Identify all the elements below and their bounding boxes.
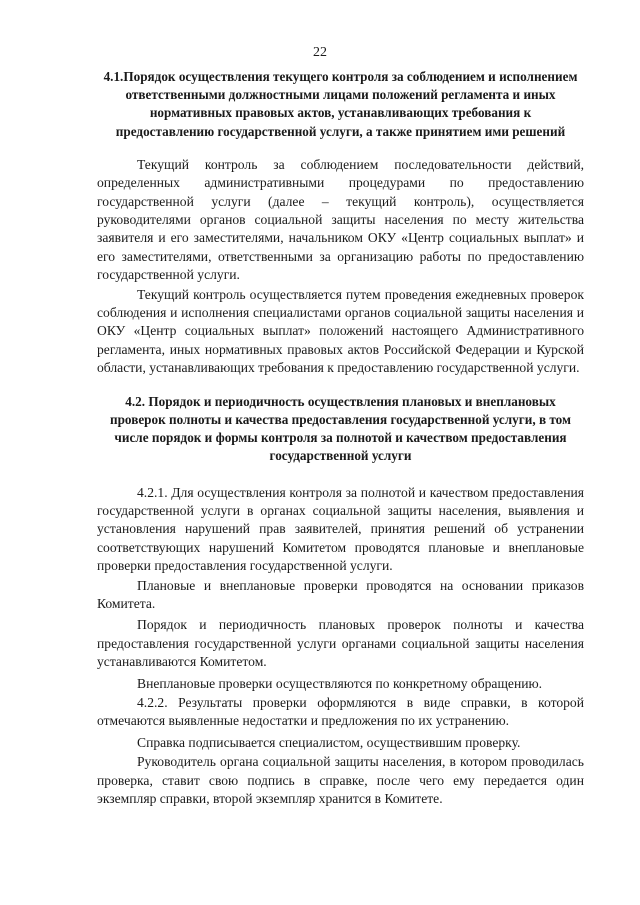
paragraph-report-copies: Руководитель органа социальной защиты населения, в котором проводилась проверка, ставит свою подпись в справке, после чего ему передается один экземпляр справки, второй экземпляр хранится в Комитете. [97, 754, 584, 806]
document-body [97, 68, 584, 808]
paragraph-current-control-method: Текущий контроль осуществляется путем проведения ежедневных проверок соблюдения и исполнения специалистами органов социальной защиты населения и ОКУ «Центр социальных выплат» положений настоящего Административного регламента, иных нормативных правовых актов Российской Федерации и Курской области, устанавливающих требования к предоставлению государственной услуги. [97, 286, 584, 376]
section-heading-4-1: 4.1.Порядок осуществления текущего контроля за соблюдением и исполнением ответственными должностными лицами положений регламента и иных нормативных правовых актов, устанавливающих требования к предоставлению государственной услуги, а также принятием ими решений [103, 69, 578, 139]
paragraph-current-control-definition: Текущий контроль за соблюдением последовательности действий, определенных административными процедурами по предоставлению государственной услуги (далее – текущий контроль), осуществляется руководителями органов социальной защиты населения по месту жительства заявителя и его заместителями, начальником ОКУ «Центр социальных выплат» и его заместителями, ответственными за организацию работы по предоставлению государственной услуги. [97, 156, 584, 283]
page-number: 22 [313, 45, 327, 60]
paragraph-4-2-1: 4.2.1. Для осуществления контроля за полнотой и качеством предоставления государственной услуги в органах социальной защиты населения, выявления и установления нарушений прав заявителей, принятия решений об устранении соответствующих нарушений Комитетом проводятся плановые и внеплановые проверки предоставления государственной услуги. [97, 484, 584, 574]
paragraph-4-2-2: 4.2.2. Результаты проверки оформляются в виде справки, в которой отмечаются выявленные недостатки и предложения по их устранению. [97, 694, 584, 729]
paragraph-report-signed: Справка подписывается специалистом, осуществившим проверку. [137, 734, 521, 750]
section-heading-4-2: 4.2. Порядок и периодичность осуществления плановых и внеплановых проверок полноты и качества предоставления государственной услуги, в том числе порядок и формы контроля за полнотой и качеством предоставления государственной услуги [110, 393, 571, 464]
paragraph-inspections-basis: Плановые и внеплановые проверки проводятся на основании приказов Комитета. [97, 577, 584, 611]
paragraph-planned-inspections-order: Порядок и периодичность плановых проверок полноты и качества предоставления государственной услуги органами социальной защиты населения устанавливаются Комитетом. [97, 617, 584, 670]
paragraph-unscheduled-inspections: Внеплановые проверки осуществляются по конкретному обращению. [137, 675, 543, 691]
